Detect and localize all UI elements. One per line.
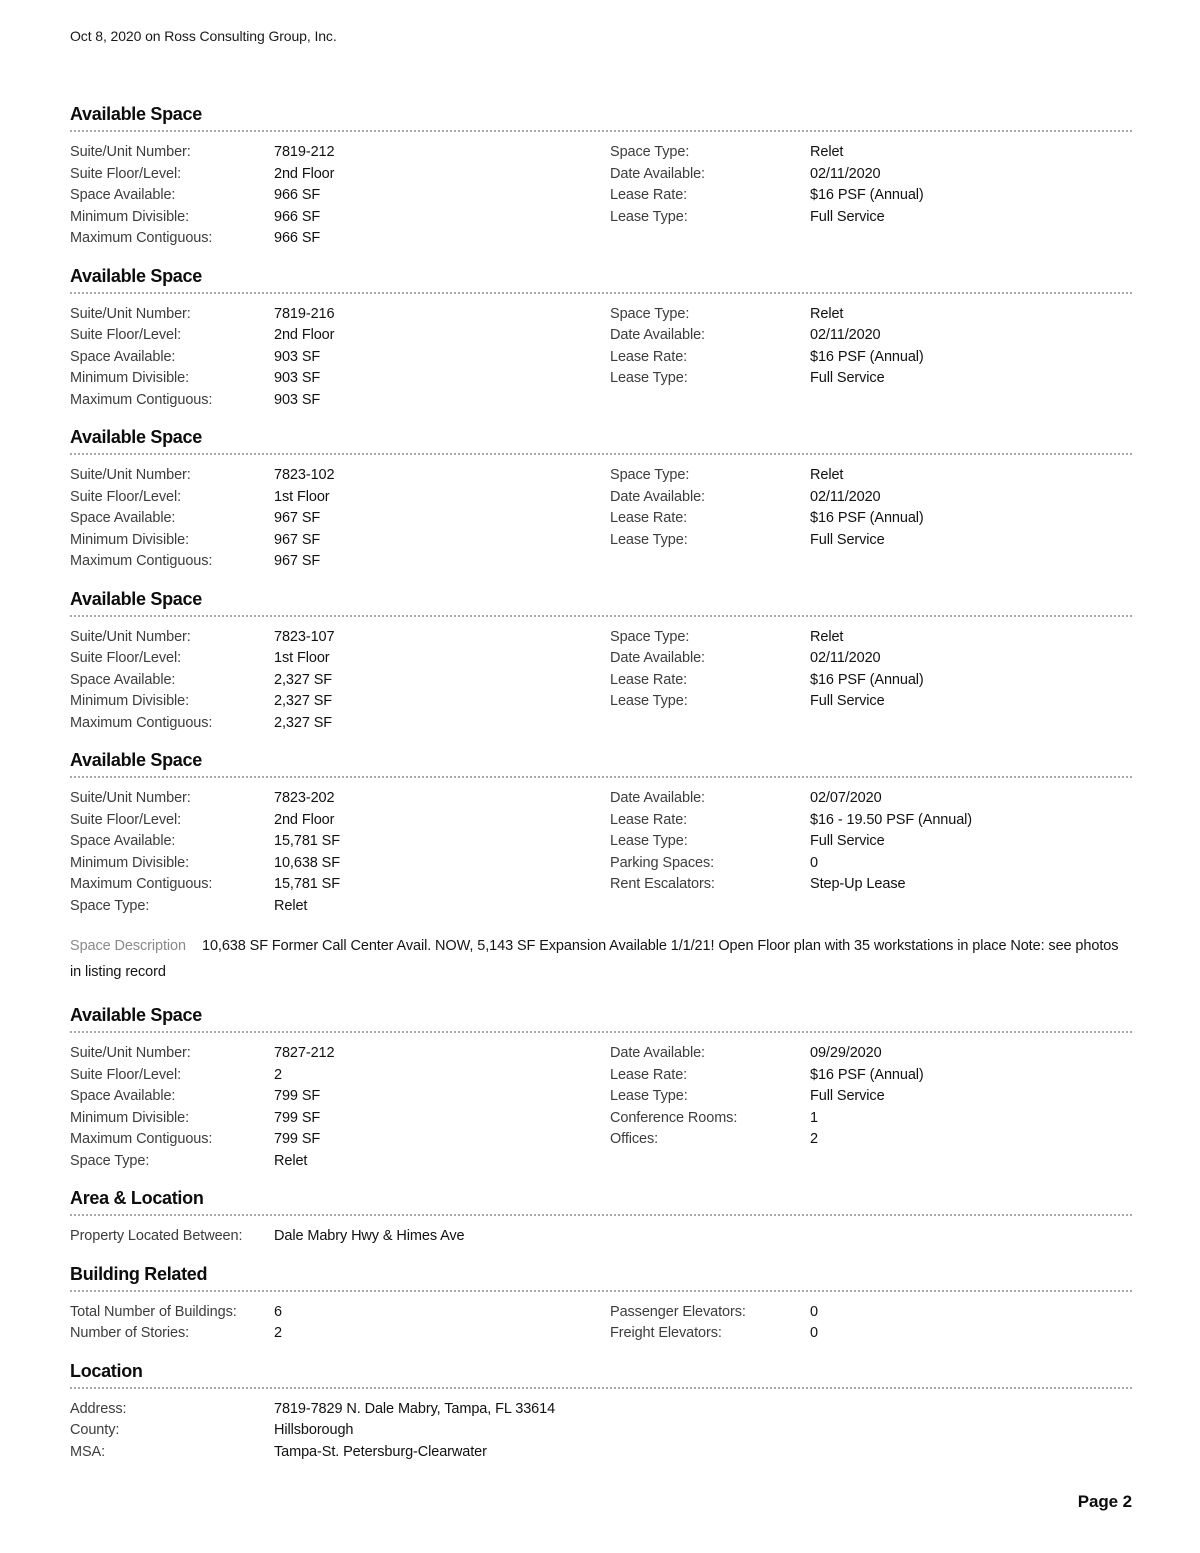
field-label: Suite/Unit Number: bbox=[70, 790, 191, 806]
field-label: Date Available: bbox=[610, 165, 705, 182]
dotted-divider bbox=[70, 453, 1132, 455]
field-value: $16 PSF (Annual) bbox=[810, 348, 924, 365]
field-value: 6 bbox=[274, 1303, 282, 1320]
field-label: Maximum Contiguous: bbox=[70, 714, 213, 731]
field-row bbox=[70, 1302, 610, 1324]
field-row bbox=[70, 648, 610, 670]
field-label: Lease Type: bbox=[610, 531, 688, 548]
field-label: Lease Type: bbox=[610, 693, 688, 709]
field-value: Full Service bbox=[810, 833, 885, 849]
field-row bbox=[70, 142, 610, 164]
field-column-left bbox=[70, 1302, 610, 1345]
field-value: 2 bbox=[810, 1131, 818, 1147]
field-column-right bbox=[610, 1226, 1132, 1248]
field-row bbox=[70, 713, 610, 735]
field-column-right bbox=[610, 788, 1132, 917]
field-label: Maximum Contiguous: bbox=[70, 876, 213, 892]
field-label: Minimum Divisible: bbox=[70, 854, 190, 871]
field-row bbox=[610, 1302, 1132, 1324]
field-row bbox=[610, 465, 1132, 487]
field-row bbox=[610, 368, 1132, 390]
field-value: 967 SF bbox=[274, 510, 321, 526]
field-value: 02/07/2020 bbox=[810, 790, 882, 806]
sections bbox=[70, 104, 1132, 1463]
field-row bbox=[70, 1065, 610, 1087]
dotted-divider bbox=[70, 1290, 1132, 1292]
available-space-section bbox=[70, 1005, 1132, 1172]
field-value: 0 bbox=[810, 854, 818, 871]
field-value: 967 SF bbox=[274, 553, 321, 569]
field-row bbox=[70, 1086, 610, 1108]
field-row bbox=[610, 691, 1132, 713]
space-description-label: Space Description bbox=[70, 938, 186, 954]
field-value: 2,327 SF bbox=[274, 671, 333, 688]
available-space-section bbox=[70, 589, 1132, 735]
field-row bbox=[610, 347, 1132, 369]
field-value: 903 SF bbox=[274, 391, 321, 408]
field-value: 15,781 SF bbox=[274, 833, 341, 849]
field-value: 7819-216 bbox=[274, 305, 335, 322]
field-row bbox=[70, 831, 610, 853]
section-heading: Building Related bbox=[70, 1263, 208, 1284]
field-label: Space Available: bbox=[70, 1088, 176, 1104]
field-value: 7823-202 bbox=[274, 790, 335, 806]
field-label: Suite Floor/Level: bbox=[70, 488, 182, 505]
field-value: Relet bbox=[274, 897, 308, 914]
field-label: Lease Type: bbox=[610, 1088, 688, 1104]
field-row bbox=[610, 304, 1132, 326]
field-value: Relet bbox=[810, 467, 844, 483]
page-header: Oct 8, 2020 on Ross Consulting Group, Inc. bbox=[70, 28, 337, 44]
field-label: Space Available: bbox=[70, 187, 176, 203]
field-value: 2nd Floor bbox=[274, 165, 335, 182]
field-row bbox=[610, 670, 1132, 692]
field-column-right bbox=[610, 304, 1132, 412]
field-row bbox=[610, 1323, 1132, 1345]
field-row bbox=[70, 368, 610, 390]
field-label: Lease Rate: bbox=[610, 510, 688, 526]
field-row bbox=[610, 874, 1132, 896]
field-value: 1st Floor bbox=[274, 650, 330, 666]
field-label: Suite Floor/Level: bbox=[70, 327, 182, 343]
field-row bbox=[610, 831, 1132, 853]
field-value: 0 bbox=[810, 1303, 818, 1320]
field-label: Suite Floor/Level: bbox=[70, 165, 182, 182]
field-label: Freight Elevators: bbox=[610, 1325, 722, 1341]
field-label: Maximum Contiguous: bbox=[70, 391, 213, 408]
field-columns bbox=[70, 1396, 1132, 1464]
field-row bbox=[610, 164, 1132, 186]
field-row bbox=[610, 1086, 1132, 1108]
field-row bbox=[610, 1129, 1132, 1151]
section-heading: Available Space bbox=[70, 265, 202, 286]
field-label: Date Available: bbox=[610, 790, 705, 806]
field-column-left bbox=[70, 1043, 610, 1172]
section-heading: Available Space bbox=[70, 104, 202, 124]
dotted-divider bbox=[70, 1387, 1132, 1389]
field-label: Space Type: bbox=[610, 628, 690, 645]
field-value: Dale Mabry Hwy & Himes Ave bbox=[274, 1228, 465, 1244]
field-row bbox=[70, 1129, 610, 1151]
field-value: 09/29/2020 bbox=[810, 1045, 882, 1061]
field-value: 02/11/2020 bbox=[810, 165, 881, 182]
field-column-left bbox=[70, 465, 610, 573]
field-row bbox=[610, 788, 1132, 810]
field-value: Full Service bbox=[810, 370, 885, 386]
field-row bbox=[70, 691, 610, 713]
available-space-section bbox=[70, 1188, 1132, 1248]
field-label: Suite Floor/Level: bbox=[70, 650, 182, 666]
field-label: Suite Floor/Level: bbox=[70, 811, 182, 828]
field-label: Lease Rate: bbox=[610, 1066, 688, 1083]
section-heading: Available Space bbox=[70, 427, 202, 447]
field-value: 2,327 SF bbox=[274, 714, 333, 731]
field-value: 0 bbox=[810, 1325, 818, 1341]
field-value: 2 bbox=[274, 1325, 282, 1341]
field-value: $16 PSF (Annual) bbox=[810, 187, 924, 203]
field-value: Full Service bbox=[810, 208, 885, 225]
field-label: Lease Type: bbox=[610, 833, 688, 849]
field-value: 2nd Floor bbox=[274, 327, 335, 343]
section-heading: Area & Location bbox=[70, 1188, 204, 1208]
field-label: Space Type: bbox=[70, 1152, 150, 1169]
field-label: Lease Rate: bbox=[610, 187, 688, 203]
field-row bbox=[70, 1399, 610, 1421]
field-column-right bbox=[610, 465, 1132, 573]
field-label: Date Available: bbox=[610, 488, 705, 505]
field-row bbox=[70, 1226, 610, 1248]
field-row bbox=[610, 185, 1132, 207]
field-label: Date Available: bbox=[610, 327, 705, 343]
field-value: $16 PSF (Annual) bbox=[810, 510, 924, 526]
field-value: 966 SF bbox=[274, 187, 321, 203]
field-column-right bbox=[610, 1399, 1132, 1464]
field-label: County: bbox=[70, 1422, 120, 1438]
dotted-divider bbox=[70, 292, 1132, 294]
field-label: Property Located Between: bbox=[70, 1228, 243, 1244]
dotted-divider bbox=[70, 615, 1132, 617]
field-columns bbox=[70, 301, 1132, 412]
space-description bbox=[70, 933, 1132, 985]
available-space-section bbox=[70, 750, 1132, 917]
field-row bbox=[70, 810, 610, 832]
field-value: 1 bbox=[810, 1109, 818, 1126]
field-column-left bbox=[70, 142, 610, 250]
field-row bbox=[70, 551, 610, 573]
field-row bbox=[610, 1043, 1132, 1065]
field-label: Parking Spaces: bbox=[610, 854, 715, 871]
field-label: Maximum Contiguous: bbox=[70, 553, 213, 569]
field-value: 7823-107 bbox=[274, 628, 335, 645]
field-value: Tampa-St. Petersburg-Clearwater bbox=[274, 1443, 487, 1460]
field-row bbox=[70, 325, 610, 347]
section-heading: Available Space bbox=[70, 588, 202, 609]
available-space-section bbox=[70, 104, 1132, 250]
field-label: Maximum Contiguous: bbox=[70, 230, 213, 246]
field-label: Conference Rooms: bbox=[610, 1109, 738, 1126]
field-label: Lease Rate: bbox=[610, 348, 688, 365]
field-label: Space Type: bbox=[70, 897, 150, 914]
field-label: Suite/Unit Number: bbox=[70, 144, 191, 160]
field-value: Relet bbox=[810, 628, 844, 645]
section-heading: Available Space bbox=[70, 750, 202, 770]
field-label: Minimum Divisible: bbox=[70, 531, 190, 548]
field-row bbox=[610, 508, 1132, 530]
field-column-right bbox=[610, 1043, 1132, 1172]
field-row bbox=[610, 325, 1132, 347]
field-value: 15,781 SF bbox=[274, 876, 341, 892]
field-value: 966 SF bbox=[274, 208, 321, 225]
dotted-divider bbox=[70, 776, 1132, 778]
dotted-divider bbox=[70, 130, 1132, 132]
field-value: 7819-7829 N. Dale Mabry, Tampa, FL 33614 bbox=[274, 1400, 556, 1417]
dotted-divider bbox=[70, 1031, 1132, 1033]
field-value: Full Service bbox=[810, 531, 885, 548]
field-column-left bbox=[70, 1226, 610, 1248]
field-row bbox=[70, 1442, 610, 1464]
field-row bbox=[70, 465, 610, 487]
field-value: 967 SF bbox=[274, 531, 321, 548]
field-row bbox=[610, 487, 1132, 509]
field-value: 1st Floor bbox=[274, 488, 330, 505]
field-row bbox=[70, 1043, 610, 1065]
field-value: 7827-212 bbox=[274, 1045, 335, 1061]
field-row bbox=[610, 627, 1132, 649]
field-value: $16 - 19.50 PSF (Annual) bbox=[810, 811, 973, 828]
field-label: Minimum Divisible: bbox=[70, 208, 190, 225]
field-label: Total Number of Buildings: bbox=[70, 1303, 237, 1320]
field-value: $16 PSF (Annual) bbox=[810, 1066, 924, 1083]
field-row bbox=[70, 347, 610, 369]
available-space-section bbox=[70, 427, 1132, 573]
field-value: 02/11/2020 bbox=[810, 327, 881, 343]
field-row bbox=[70, 788, 610, 810]
field-label: Rent Escalators: bbox=[610, 876, 715, 892]
field-value: 799 SF bbox=[274, 1109, 321, 1126]
field-row bbox=[70, 896, 610, 918]
field-row bbox=[70, 304, 610, 326]
field-columns bbox=[70, 624, 1132, 735]
field-columns bbox=[70, 462, 1132, 573]
field-label: Suite/Unit Number: bbox=[70, 467, 191, 483]
field-row bbox=[70, 627, 610, 649]
field-value: Full Service bbox=[810, 1088, 885, 1104]
field-row bbox=[70, 207, 610, 229]
dotted-divider bbox=[70, 1214, 1132, 1216]
field-row bbox=[70, 1151, 610, 1173]
field-column-left bbox=[70, 1399, 610, 1464]
field-row bbox=[610, 142, 1132, 164]
field-label: Suite/Unit Number: bbox=[70, 628, 191, 645]
field-label: Space Available: bbox=[70, 348, 176, 365]
field-row bbox=[610, 648, 1132, 670]
field-value: Full Service bbox=[810, 693, 885, 709]
field-row bbox=[70, 1420, 610, 1442]
section-heading: Available Space bbox=[70, 1005, 202, 1025]
field-label: Lease Type: bbox=[610, 370, 688, 386]
field-value: Step-Up Lease bbox=[810, 876, 906, 892]
field-value: 7823-102 bbox=[274, 467, 335, 483]
field-columns bbox=[70, 1223, 1132, 1248]
field-label: Space Type: bbox=[610, 467, 690, 483]
field-value: Relet bbox=[274, 1152, 308, 1169]
field-row bbox=[610, 1108, 1132, 1130]
field-label: Lease Rate: bbox=[610, 811, 688, 828]
field-row bbox=[70, 508, 610, 530]
field-label: Space Type: bbox=[610, 144, 690, 160]
field-label: Space Available: bbox=[70, 833, 176, 849]
field-row bbox=[70, 164, 610, 186]
field-label: Space Available: bbox=[70, 671, 176, 688]
field-value: 2nd Floor bbox=[274, 811, 335, 828]
field-value: $16 PSF (Annual) bbox=[810, 671, 924, 688]
field-value: 903 SF bbox=[274, 348, 321, 365]
field-value: 10,638 SF bbox=[274, 854, 341, 871]
field-row bbox=[610, 810, 1132, 832]
field-label: Lease Type: bbox=[610, 208, 688, 225]
field-label: Lease Rate: bbox=[610, 671, 688, 688]
field-column-right bbox=[610, 1302, 1132, 1345]
field-column-left bbox=[70, 627, 610, 735]
field-label: Address: bbox=[70, 1400, 127, 1417]
field-column-right bbox=[610, 627, 1132, 735]
field-label: Minimum Divisible: bbox=[70, 370, 190, 386]
field-row bbox=[70, 185, 610, 207]
space-description-text: 10,638 SF Former Call Center Avail. NOW, 5,143 SF Expansion Available 1/1/21! Open Floor plan with 35 workstations in place Note: see photos in listing record bbox=[70, 938, 1119, 980]
field-row bbox=[610, 1065, 1132, 1087]
field-label: Suite/Unit Number: bbox=[70, 305, 191, 322]
field-row bbox=[610, 853, 1132, 875]
field-value: 799 SF bbox=[274, 1088, 321, 1104]
field-label: Suite Floor/Level: bbox=[70, 1066, 182, 1083]
field-label: Offices: bbox=[610, 1131, 659, 1147]
field-row bbox=[70, 530, 610, 552]
available-space-section bbox=[70, 1361, 1132, 1464]
field-label: Date Available: bbox=[610, 650, 705, 666]
field-value: 903 SF bbox=[274, 370, 321, 386]
field-value: 799 SF bbox=[274, 1131, 321, 1147]
field-label: Minimum Divisible: bbox=[70, 693, 190, 709]
field-column-right bbox=[610, 142, 1132, 250]
field-columns bbox=[70, 1299, 1132, 1345]
field-row bbox=[70, 874, 610, 896]
field-row bbox=[70, 487, 610, 509]
field-row bbox=[70, 670, 610, 692]
field-row bbox=[70, 1108, 610, 1130]
field-value: 2 bbox=[274, 1066, 282, 1083]
field-row bbox=[70, 853, 610, 875]
field-row bbox=[70, 1323, 610, 1345]
field-label: Space Available: bbox=[70, 510, 176, 526]
field-column-left bbox=[70, 788, 610, 917]
field-column-left bbox=[70, 304, 610, 412]
field-label: Minimum Divisible: bbox=[70, 1109, 190, 1126]
field-row bbox=[610, 207, 1132, 229]
field-value: 2,327 SF bbox=[274, 693, 333, 709]
field-label: Date Available: bbox=[610, 1045, 705, 1061]
field-value: 7819-212 bbox=[274, 144, 335, 160]
field-value: Relet bbox=[810, 144, 844, 160]
field-value: 966 SF bbox=[274, 230, 321, 246]
field-value: 02/11/2020 bbox=[810, 488, 881, 505]
field-row bbox=[70, 390, 610, 412]
field-value: Hillsborough bbox=[274, 1422, 354, 1438]
field-label: Space Type: bbox=[610, 305, 690, 322]
field-label: Number of Stories: bbox=[70, 1325, 190, 1341]
field-row bbox=[610, 530, 1132, 552]
field-label: MSA: bbox=[70, 1443, 106, 1460]
field-label: Maximum Contiguous: bbox=[70, 1131, 213, 1147]
available-space-section bbox=[70, 266, 1132, 412]
page-number: Page 2 bbox=[1077, 1492, 1132, 1511]
field-columns bbox=[70, 139, 1132, 250]
section-heading: Location bbox=[70, 1360, 143, 1381]
field-value: Relet bbox=[810, 305, 844, 322]
field-label: Passenger Elevators: bbox=[610, 1303, 746, 1320]
field-columns bbox=[70, 785, 1132, 917]
field-row bbox=[70, 228, 610, 250]
field-label: Suite/Unit Number: bbox=[70, 1045, 191, 1061]
available-space-section bbox=[70, 1264, 1132, 1345]
field-columns bbox=[70, 1040, 1132, 1172]
field-value: 02/11/2020 bbox=[810, 650, 881, 666]
